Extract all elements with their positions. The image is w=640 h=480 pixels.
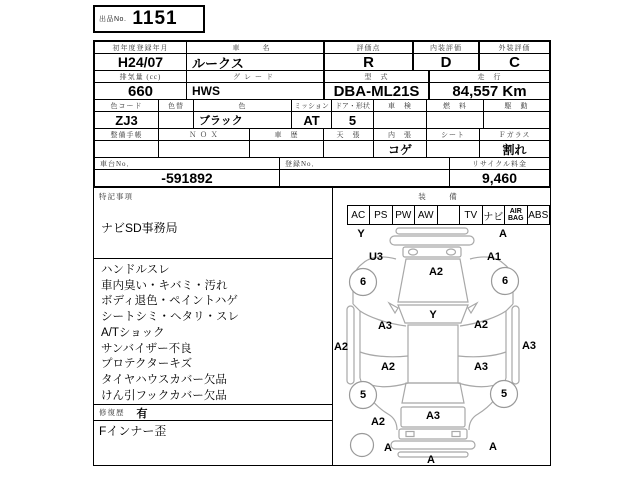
model-code-value: DBA-ML21S xyxy=(333,82,420,100)
auction-number: 1151 xyxy=(132,8,178,29)
damage-label: A2 xyxy=(380,361,396,373)
doors-cell xyxy=(332,100,374,128)
grade-cell xyxy=(187,71,324,99)
defect-item: ボディ退色・ペイントハゲ xyxy=(101,295,238,308)
equipment-section xyxy=(333,188,550,465)
car-history-value xyxy=(250,141,323,157)
headliner-value xyxy=(324,141,373,157)
color-code-label: 色コード xyxy=(95,100,158,112)
defect-item: 車内臭い・キバミ・汚れ xyxy=(101,279,228,292)
grade-score-label: 評価点 xyxy=(325,42,412,54)
chassis-no-label: 車台No． xyxy=(95,158,279,170)
seat-cell xyxy=(427,129,480,157)
equipment-cell-airbag: AIR BAG xyxy=(504,205,528,225)
car-name-label: 車 名 xyxy=(187,42,323,54)
model-code-cell xyxy=(324,71,430,99)
equipment-cell-pw: PW xyxy=(392,205,416,225)
car-history-label: 車 歴 xyxy=(250,129,323,141)
table-row-color xyxy=(95,100,549,129)
first-registration-label: 初年度登録年月 xyxy=(95,42,186,54)
fuel-value xyxy=(427,112,483,128)
registration-no-value xyxy=(280,170,449,186)
color-code-cell xyxy=(95,100,159,128)
first-registration-value: H24/07 xyxy=(117,54,164,70)
car-history-cell xyxy=(250,129,324,157)
recycle-fee-value: 9,460 xyxy=(481,170,518,186)
mileage-label: 走 行 xyxy=(430,71,549,83)
chassis-no-value: -591892 xyxy=(161,170,213,186)
defect-list xyxy=(101,263,330,404)
front-glass-value: 割れ xyxy=(502,142,527,157)
chassis-no-cell xyxy=(95,158,280,186)
fuel-cell xyxy=(427,100,484,128)
transmission-label: ミッション xyxy=(292,100,331,112)
damage-label: A xyxy=(427,454,435,466)
color-code-value: ZJ3 xyxy=(115,112,138,128)
damage-label: A1 xyxy=(486,251,502,263)
inspection-label: 車 検 xyxy=(374,100,426,112)
interior-trim-label: 内 張 xyxy=(374,129,426,141)
recycle-fee-cell xyxy=(450,158,549,186)
damage-label: A3 xyxy=(377,320,393,332)
damage-label: Y xyxy=(357,228,365,240)
damage-label-wheel: 5 xyxy=(359,389,367,401)
damage-label: A xyxy=(499,228,507,240)
defect-item: けん引フックカバー欠品 xyxy=(101,389,227,402)
front-glass-cell xyxy=(480,129,549,157)
exterior-grade-label: 外装評価 xyxy=(480,42,549,54)
office-note: ナビSD事務局 xyxy=(101,221,178,235)
grade-score-cell xyxy=(324,42,414,70)
mileage-cell xyxy=(430,71,549,99)
color-value: ブラック xyxy=(199,115,243,127)
special-notes-section xyxy=(94,188,333,465)
doors-value: 5 xyxy=(348,112,357,128)
table-row-engine xyxy=(95,71,549,100)
front-glass-label: Ｆガラス xyxy=(480,129,549,141)
model-code-label: 型 式 xyxy=(325,71,428,83)
defect-item: プロテクターキズ xyxy=(101,358,193,371)
equipment-cell-empty xyxy=(437,205,461,225)
service-book-cell xyxy=(95,129,159,157)
displacement-cell xyxy=(95,71,187,99)
exterior-grade-value: C xyxy=(509,53,520,71)
defect-item: A/Tショック xyxy=(101,326,165,339)
drivetrain-cell xyxy=(484,100,549,128)
interior-grade-cell xyxy=(414,42,480,70)
seat-value xyxy=(427,141,479,157)
registration-no-label: 登録No． xyxy=(280,158,449,170)
registration-no-cell xyxy=(280,158,450,186)
damage-label: U3 xyxy=(368,251,384,263)
notes-divider xyxy=(94,258,332,259)
equipment-cell-abs: ABS xyxy=(527,205,551,225)
drivetrain-label: 駆 動 xyxy=(484,100,549,112)
interior-grade-value: D xyxy=(440,53,452,71)
displacement-value: 660 xyxy=(127,82,154,100)
grade-score-value: R xyxy=(363,53,374,71)
displacement-label: 排気量 (cc) xyxy=(95,71,186,83)
repair-history-box xyxy=(94,404,332,465)
defect-item: シートシミ・ヘタリ・スレ xyxy=(101,311,239,324)
lower-section xyxy=(93,188,551,466)
table-row-chassis xyxy=(95,158,549,186)
recycle-fee-label: リサイクル料金 xyxy=(450,158,549,170)
equipment-label: 装 備 xyxy=(418,192,465,201)
first-registration-cell xyxy=(95,42,187,70)
vehicle-info-table xyxy=(93,40,551,188)
auction-number-box xyxy=(93,5,205,33)
equipment-cell-ps: PS xyxy=(369,205,393,225)
repair-history-label: 修復歴 xyxy=(99,408,125,417)
damage-label: A2 xyxy=(428,266,444,278)
repair-history-row xyxy=(94,405,332,421)
defect-item: タイヤハウスカバー欠品 xyxy=(101,373,227,386)
damage-label: A xyxy=(489,441,497,453)
defect-item: サンバイザー不良 xyxy=(101,342,192,355)
headliner-cell xyxy=(324,129,374,157)
table-row-condition xyxy=(95,129,549,158)
exterior-grade-cell xyxy=(480,42,549,70)
table-row-registration xyxy=(95,42,549,71)
damage-label-wheel: 6 xyxy=(359,276,367,288)
repair-history-value: 有 xyxy=(136,407,148,420)
inspection-cell xyxy=(374,100,427,128)
nox-label: Ｎ Ｏ Ｘ xyxy=(159,129,249,141)
grade-value: HWS xyxy=(192,84,220,98)
doors-label: ドア・形状 xyxy=(332,100,373,112)
damage-label: A2 xyxy=(333,341,349,353)
defect-item: ハンドルスレ xyxy=(101,264,170,276)
transmission-value: AT xyxy=(303,112,320,128)
car-outline-drawing xyxy=(333,226,552,466)
damage-label-wheel: 5 xyxy=(500,388,508,400)
repair-detail: Fインナー歪 xyxy=(99,424,167,438)
color-cell xyxy=(194,100,292,128)
damage-label-wheel: 6 xyxy=(501,275,509,287)
interior-grade-label: 内装評価 xyxy=(414,42,478,54)
damage-label: A xyxy=(384,442,392,454)
color-change-cell xyxy=(159,100,194,128)
damage-label: A3 xyxy=(521,340,537,352)
drivetrain-value xyxy=(484,112,549,128)
auction-number-label: 出品No. xyxy=(99,16,127,23)
service-book-value xyxy=(95,141,158,157)
car-name-cell xyxy=(187,42,324,70)
color-label: 色 xyxy=(194,100,291,112)
nox-cell xyxy=(159,129,250,157)
interior-trim-cell xyxy=(374,129,427,157)
equipment-row xyxy=(348,205,551,225)
damage-label: A2 xyxy=(473,319,489,331)
service-book-label: 整備手帳 xyxy=(95,129,158,141)
equipment-cell-navi: ナビ xyxy=(482,205,506,225)
color-change-label: 色替 xyxy=(159,100,193,112)
car-name-value: ルークス xyxy=(192,55,244,71)
seat-label: シート xyxy=(427,129,479,141)
transmission-cell xyxy=(292,100,332,128)
damage-label: A3 xyxy=(425,410,441,422)
fuel-label: 燃 料 xyxy=(427,100,483,112)
equipment-cell-aw: AW xyxy=(414,205,438,225)
damage-label: Y xyxy=(429,309,437,321)
damage-label: A2 xyxy=(370,416,386,428)
inspection-value xyxy=(374,112,426,128)
interior-trim-value: コゲ xyxy=(387,142,412,157)
color-change-value xyxy=(159,112,193,128)
equipment-cell-tv: TV xyxy=(459,205,483,225)
equipment-cell-ac: AC xyxy=(347,205,371,225)
mileage-value: 84,557 Km xyxy=(452,82,527,100)
nox-value xyxy=(159,141,249,157)
grade-label: グレード xyxy=(187,71,323,83)
special-notes-label: 特記事項 xyxy=(99,192,133,201)
headliner-label: 天 張 xyxy=(324,129,373,141)
damage-label: A3 xyxy=(473,361,489,373)
